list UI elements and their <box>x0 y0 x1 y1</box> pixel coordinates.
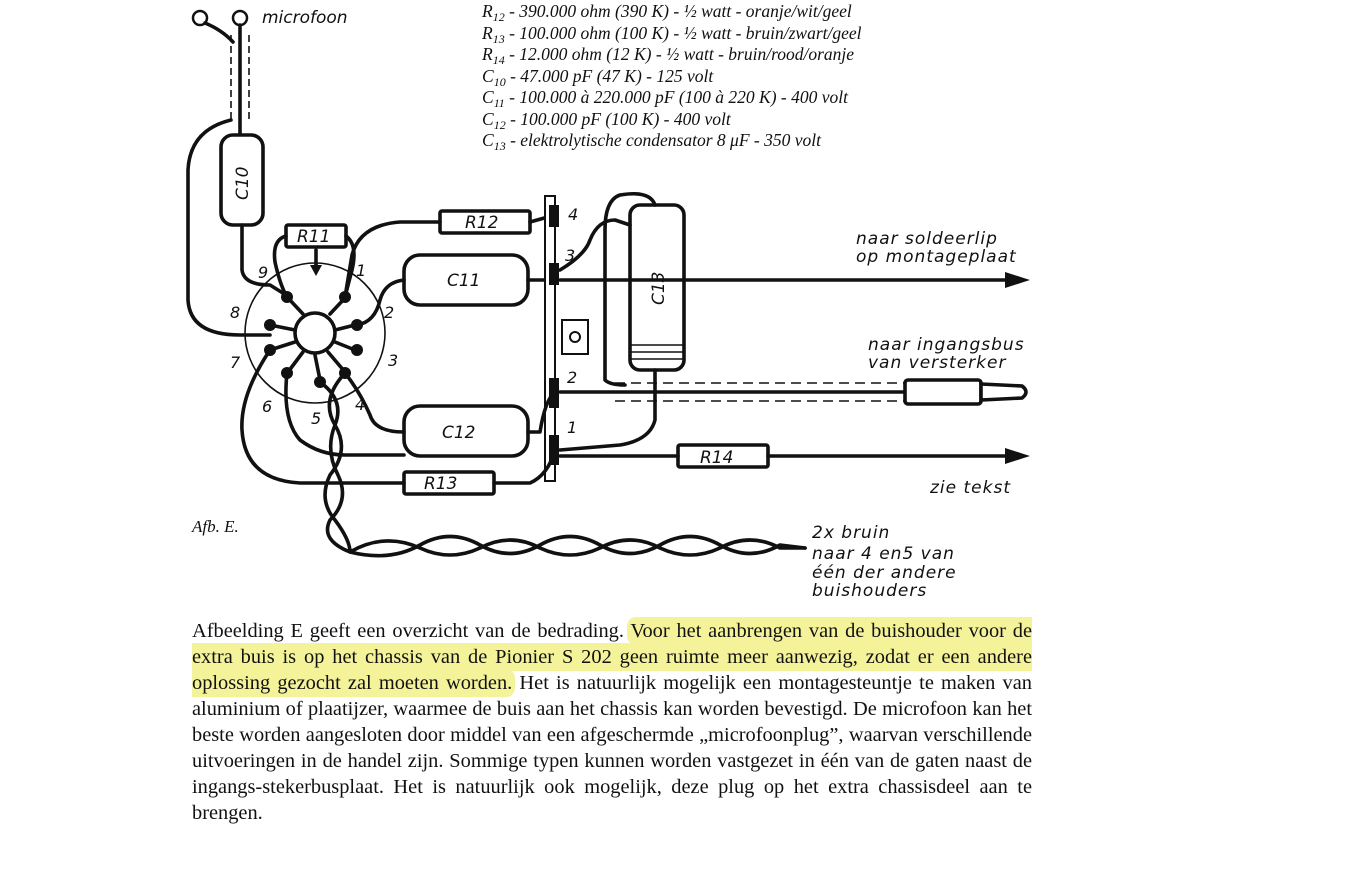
r12-label: R12 <box>465 213 499 233</box>
resistor-r14 <box>560 445 1030 498</box>
c11-label: C11 <box>447 271 481 291</box>
parts-list-item: $C_{11} - 100.000$ à 220.000 pF (100 à 220 K) - 400 volt <box>482 87 848 110</box>
figure-label: Afb. E. <box>192 517 239 536</box>
highlighted-text: Voor het aanbrengen van de buishouder voor de extra buis is op het chassis van de Pionier S 202 geen ruimte meer aanwezig, zodat er een andere oplossing gezocht zal moeten worden. <box>192 620 1032 694</box>
strip-pin-label: 4 <box>568 205 579 224</box>
c13-label: C13 <box>649 271 669 305</box>
pin-label: 2 <box>384 303 395 322</box>
mounting-strip <box>545 196 588 481</box>
pin-label: 1 <box>356 261 367 280</box>
pin-label: 4 <box>355 395 366 414</box>
body-text: Het is natuurlijk mogelijk een montagesteuntje te maken van aluminium of plaatijzer, waarmee de buis aan het chassis kan worden bevestigd. De microfoon kan het beste worden aangesloten door middel van een afgeschermde „microfoonplug”, waarvan verschillende uitvoeringen in de handel zijn. Sommige typen kunnen worden vastgezet in één van de gaten naast de ingangs-stekerbusplaat. Het is natuurlijk ook mogelijk, deze plug op het extra chassisdeel aan te brengen. <box>192 672 1032 824</box>
parts-list-item: $C_{10} - 47.000$ pF (47 K) - 125 volt <box>482 66 714 89</box>
r14-label: R14 <box>700 448 734 468</box>
microphone-label: microfoon <box>262 8 348 28</box>
capacitor-c12 <box>345 373 555 456</box>
strip-pin-label: 3 <box>565 246 576 265</box>
bruin-note: buishouders <box>812 581 928 601</box>
bruin-note: naar 4 en5 van <box>812 544 955 564</box>
pin-label: 8 <box>230 303 241 322</box>
pin-label: 7 <box>230 353 241 372</box>
bruin-note: één der andere <box>812 563 957 583</box>
soldeerlip-note: naar soldeerlip <box>856 229 998 249</box>
r13-label: R13 <box>424 474 458 494</box>
strip-pin-label: 2 <box>567 368 578 387</box>
strip-pin-label: 1 <box>567 418 578 437</box>
r11-label: R11 <box>297 227 331 247</box>
parts-list-item: $R_{13} - 100.000$ ohm (100 K) - ½ watt - bruin/zwart/geel <box>482 23 862 46</box>
tube-socket <box>230 261 398 428</box>
resistor-r11 <box>274 225 354 297</box>
parts-list-item: $C_{13}$ - elektrolytische condensator 8 μF - 350 volt <box>482 130 821 153</box>
pin-label: 6 <box>262 397 273 416</box>
c12-label: C12 <box>442 423 476 443</box>
parts-list <box>481 1 862 153</box>
body-paragraph <box>192 618 1032 826</box>
ingangsbus-note: van versterker <box>868 353 1007 373</box>
zie-tekst-note: zie tekst <box>930 478 1012 498</box>
ingangsbus-note: naar ingangsbus <box>868 335 1025 355</box>
parts-list-item: $R_{14} - 12.000$ ohm (12 K) - ½ watt - bruin/rood/oranje <box>482 44 855 67</box>
microphone-terminals <box>193 8 348 42</box>
soldeerlip-note: op montageplaat <box>856 247 1017 267</box>
bruin-note: 2x bruin <box>812 523 891 543</box>
body-text: Afbeelding E geeft een overzicht van de bedrading. <box>192 620 631 642</box>
pin-label: 9 <box>258 263 269 282</box>
parts-list-item: $R_{12} - 390.000$ ohm (390 K) - ½ watt - oranje/wit/geel <box>482 1 852 24</box>
parts-list-item: $C_{12} - 100.000$ pF (100 K) - 400 volt <box>482 109 731 132</box>
pin-label: 5 <box>311 409 322 428</box>
pin-label: 3 <box>388 351 399 370</box>
c10-label: C10 <box>233 166 253 200</box>
